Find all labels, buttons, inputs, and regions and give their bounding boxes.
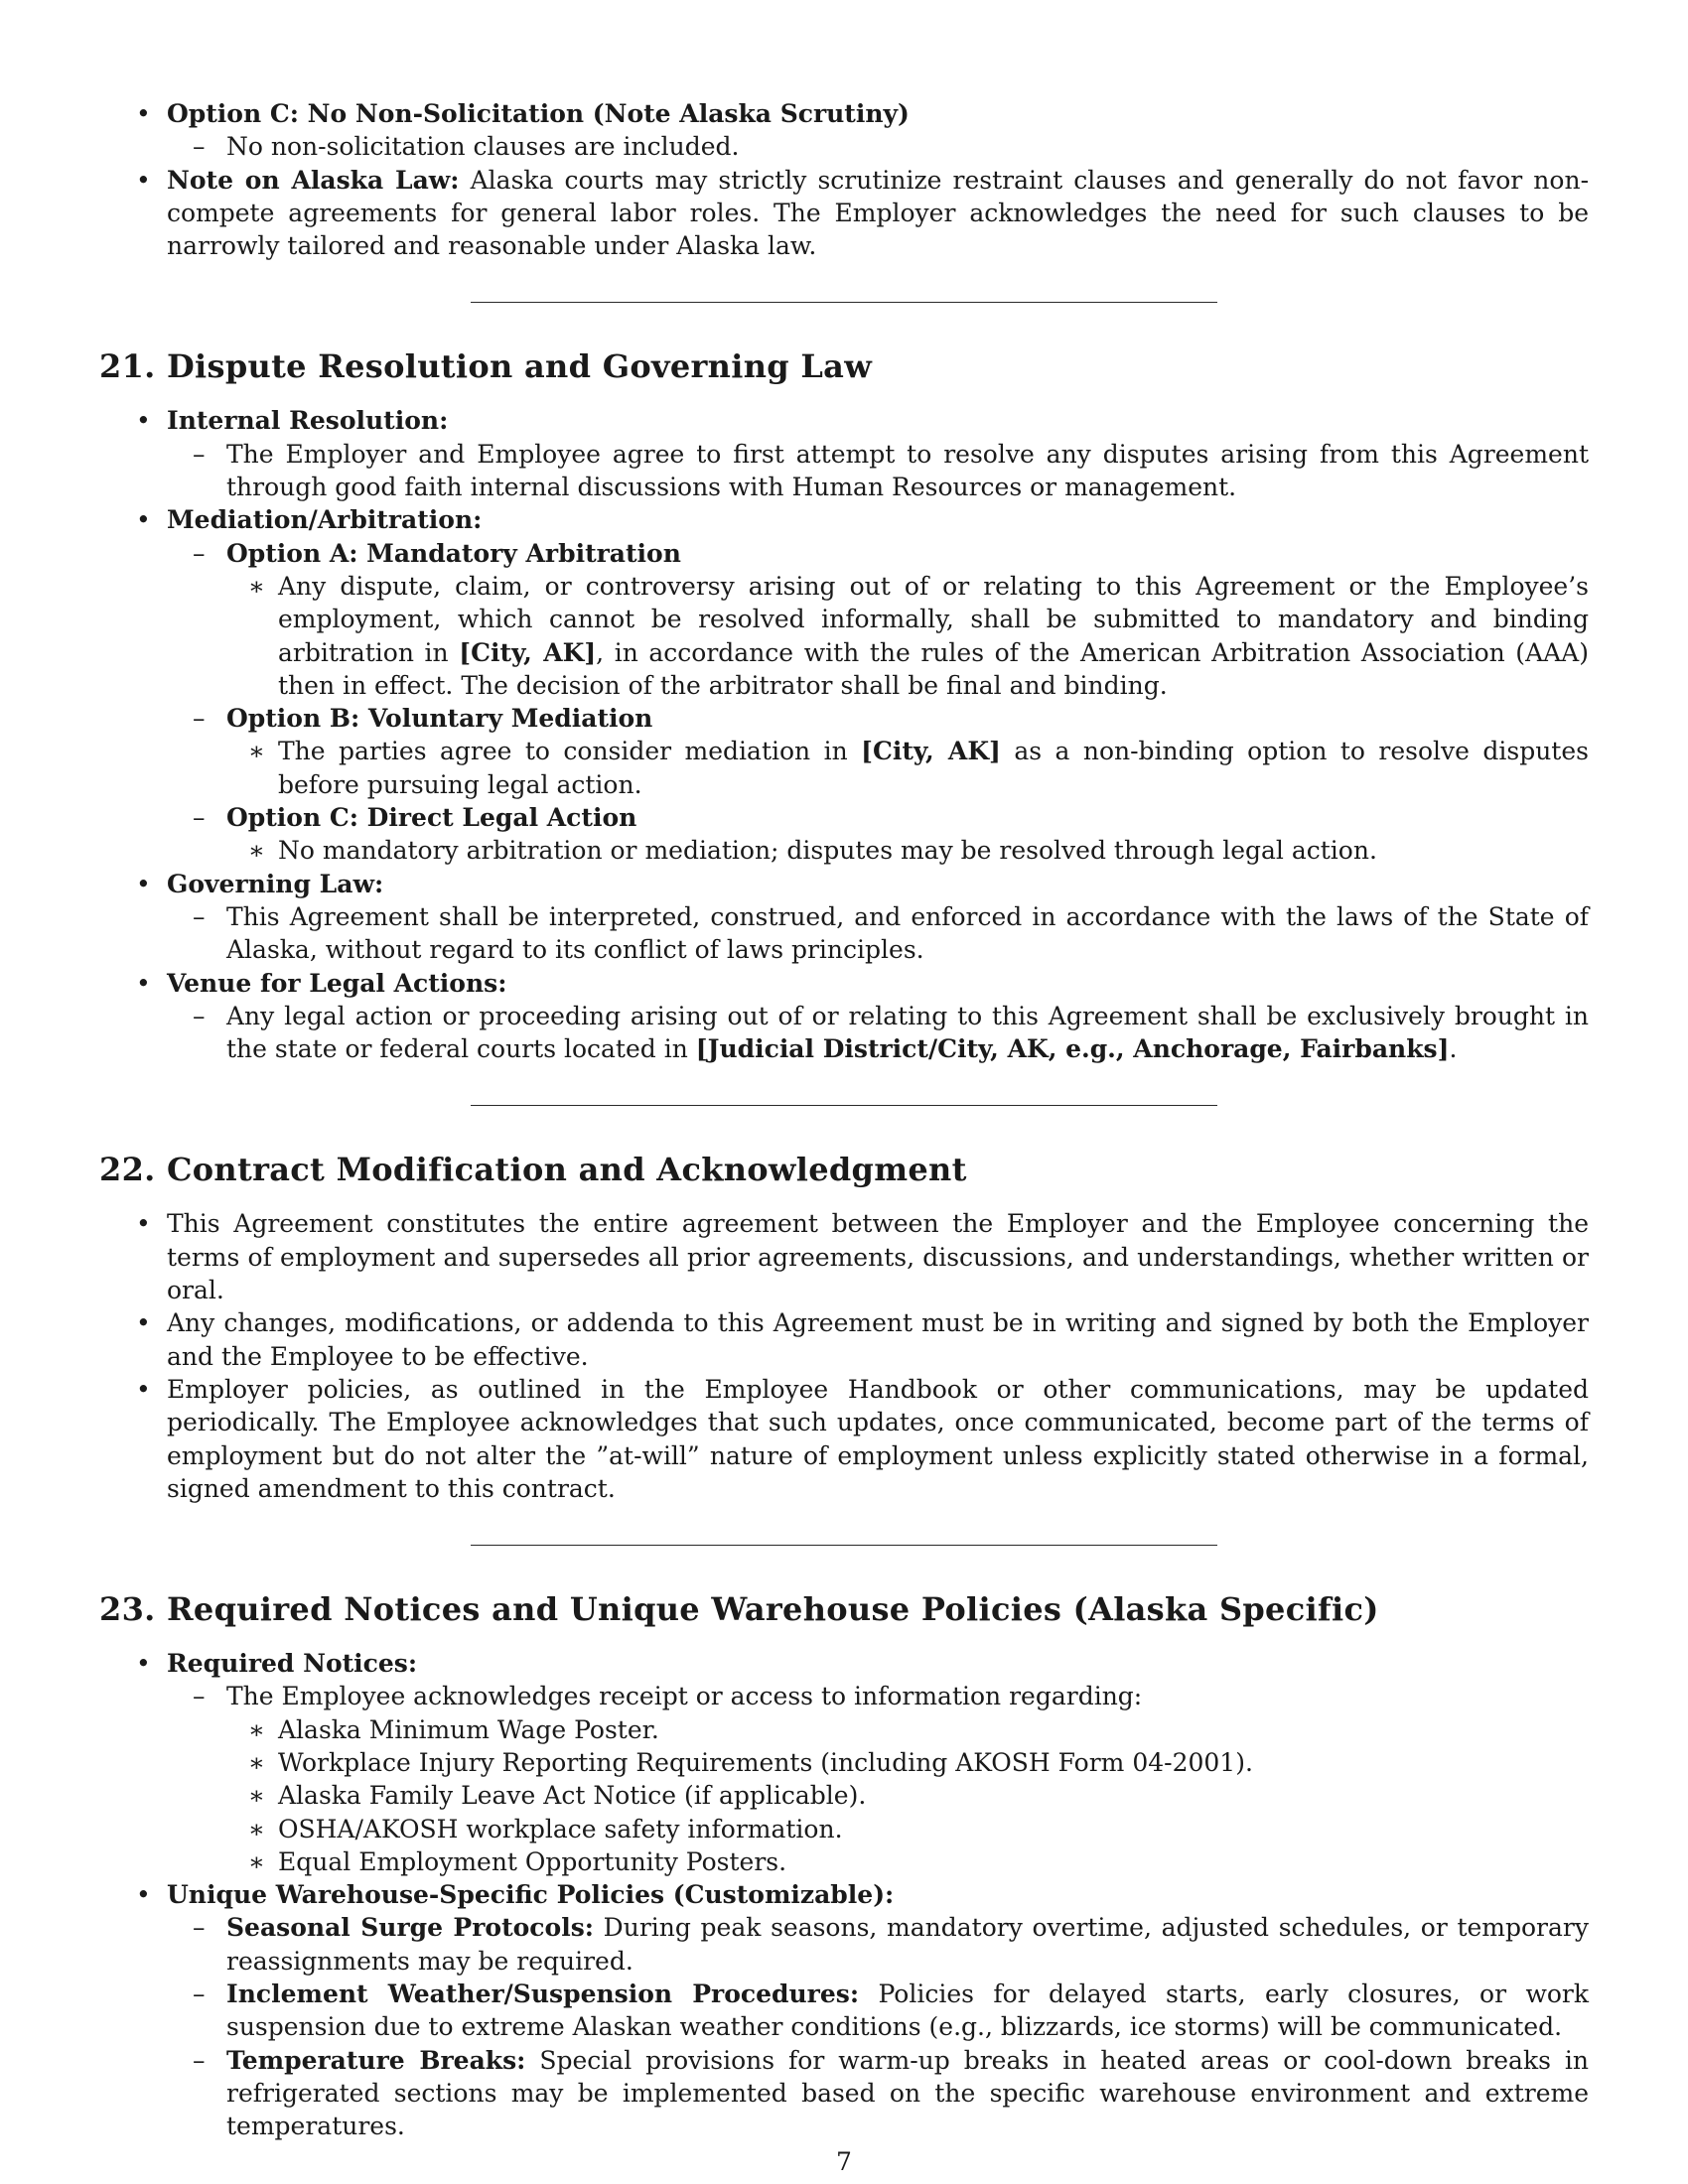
- option-a-city: [City, AK]: [459, 637, 597, 667]
- star-marker: ∗: [248, 1781, 265, 1811]
- dash-marker: –: [193, 439, 206, 469]
- top-list: [99, 97, 1589, 262]
- star-marker: ∗: [248, 1846, 265, 1876]
- section-divider: [471, 302, 1217, 303]
- alaska-note-label: Note on Alaska Law:: [167, 165, 460, 195]
- dash-marker: –: [193, 1001, 206, 1030]
- list-item: [99, 1813, 1589, 1845]
- dash-marker: –: [193, 704, 206, 734]
- option-c-text: No mandatory arbitration or mediation; disputes may be resolved through legal action.: [278, 836, 1377, 866]
- option-b-text-end: as a non-binding option to resolve disputes before pursuing legal action.: [278, 737, 1589, 799]
- notice-item: Alaska Family Leave Act Notice (if applicable).: [278, 1781, 867, 1811]
- section-divider: [471, 1545, 1217, 1546]
- list-item: [99, 503, 1589, 536]
- list-item: [99, 900, 1589, 967]
- option-a-text: Any dispute, claim, or controversy arising out of or relating to this Agreement or the Employee’s employment, which cannot be resolved informally, shall be submitted to mandatory and binding arbitration in: [278, 571, 1589, 667]
- list-item: [99, 967, 1589, 1000]
- list-item: [99, 1746, 1589, 1779]
- required-notices-label: Required Notices:: [167, 1649, 418, 1679]
- bullet-marker: •: [136, 869, 151, 898]
- policy-label: Seasonal Surge Protocols:: [226, 1913, 594, 1943]
- dash-marker: –: [193, 1913, 206, 1943]
- list-item: [99, 868, 1589, 900]
- venue-text: Any legal action or proceeding arising out of or relating to this Agreement shall be exclusively brought in the state or federal courts located in: [226, 1001, 1589, 1064]
- notice-item: Workplace Injury Reporting Requirements (including AKOSH Form 04-2001).: [278, 1747, 1253, 1777]
- list-item: [99, 1207, 1589, 1306]
- governing-law-text: This Agreement shall be interpreted, construed, and enforced in accordance with the laws of the State of Alaska, without regard to its conflict of laws principles.: [226, 901, 1589, 965]
- venue-text-end: .: [1449, 1034, 1458, 1064]
- option-b-label: Option B: Voluntary Mediation: [226, 704, 653, 734]
- dash-marker: –: [193, 538, 206, 568]
- section-21-list: [99, 404, 1589, 1065]
- bullet-marker: •: [136, 1649, 151, 1679]
- list-item: [99, 1978, 1589, 2044]
- list-item: [99, 1000, 1589, 1066]
- notices-intro: The Employee acknowledges receipt or access to information regarding:: [226, 1682, 1143, 1711]
- warehouse-policies-label: Unique Warehouse-Specific Policies (Customizable):: [167, 1880, 895, 1910]
- policy-label: Inclement Weather/Suspension Procedures:: [226, 1979, 860, 2009]
- section-23-list: [99, 1647, 1589, 2142]
- notice-item: Alaska Minimum Wage Poster.: [278, 1714, 659, 1744]
- notice-item: OSHA/AKOSH workplace safety information.: [278, 1814, 843, 1843]
- list-item: [99, 1647, 1589, 1680]
- policy-text: Special provisions for warm-up breaks in heated areas or cool-down breaks in refrigerated sections may be implemented based on the specific warehouse environment and extreme temperatures.: [226, 2045, 1589, 2141]
- option-a-text-end: , in accordance with the rules of the American Arbitration Association (AAA) then in effect. The decision of the arbitrator shall be final and binding.: [278, 637, 1589, 700]
- list-item: [99, 1911, 1589, 1978]
- list-item: [99, 702, 1589, 735]
- list-item: [99, 570, 1589, 702]
- bullet-marker: •: [136, 1374, 151, 1404]
- policy-label: Temperature Breaks:: [226, 2045, 526, 2075]
- bullet-marker: •: [136, 99, 151, 128]
- list-item: [99, 404, 1589, 437]
- list-item: [99, 1779, 1589, 1812]
- list-item: [99, 801, 1589, 834]
- bullet-marker: •: [136, 406, 151, 436]
- section-23-heading: 23. Required Notices and Unique Warehouse Policies (Alaska Specific): [99, 1590, 1379, 1629]
- venue-place: [Judicial District/City, AK, e.g., Anchorage, Fairbanks]: [695, 1034, 1450, 1064]
- list-item: [99, 130, 1589, 163]
- option-b-city: [City, AK]: [861, 737, 1001, 766]
- list-item: [99, 1680, 1589, 1712]
- option-c-label: Option C: Direct Legal Action: [226, 803, 637, 833]
- bullet-marker: •: [136, 968, 151, 998]
- bullet-marker: •: [136, 505, 151, 535]
- list-item: [99, 164, 1589, 263]
- list-item: [99, 1878, 1589, 1911]
- option-c-body: No non-solicitation clauses are included.: [226, 132, 740, 162]
- list-item: [99, 537, 1589, 570]
- star-marker: ∗: [248, 1747, 265, 1777]
- bullet-marker: •: [136, 165, 151, 195]
- policies-text: Employer policies, as outlined in the Employee Handbook or other communications, may be updated periodically. The Employee acknowledges that such updates, once communicated, become part of the terms of employment but do not alter the ”at-will” nature of employment unless explicitly stated otherwise in a formal, signed amendment to this contract.: [167, 1374, 1589, 1503]
- section-22-heading: 22. Contract Modification and Acknowledgment: [99, 1151, 967, 1189]
- option-a-label: Option A: Mandatory Arbitration: [226, 538, 681, 568]
- dash-marker: –: [193, 1979, 206, 2009]
- list-item: [99, 834, 1589, 867]
- internal-resolution-label: Internal Resolution:: [167, 406, 449, 436]
- list-item: [99, 438, 1589, 504]
- alaska-note-text: Alaska courts may strictly scrutinize restraint clauses and generally do not favor non-compete agreements for general labor roles. The Employer acknowledges the need for such clauses to be narrowly tailored and reasonable under Alaska law.: [167, 165, 1590, 261]
- policy-text: Policies for delayed starts, early closures, or work suspension due to extreme Alaskan weather conditions (e.g., blizzards, ice storms) will be communicated.: [226, 1979, 1589, 2042]
- list-item: [99, 97, 1589, 130]
- agreement-text: This Agreement constitutes the entire agreement between the Employer and the Employee concerning the terms of employment and supersedes all prior agreements, discussions, and understandings, whether written or oral.: [167, 1209, 1589, 1305]
- star-marker: ∗: [248, 571, 265, 601]
- governing-law-label: Governing Law:: [167, 869, 384, 898]
- venue-label: Venue for Legal Actions:: [167, 968, 507, 998]
- star-marker: ∗: [248, 836, 265, 866]
- section-21-heading: 21. Dispute Resolution and Governing Law: [99, 347, 873, 386]
- star-marker: ∗: [248, 1814, 265, 1843]
- policy-text: During peak seasons, mandatory overtime, adjusted schedules, or temporary reassignments may be required.: [226, 1913, 1589, 1976]
- notice-item: Equal Employment Opportunity Posters.: [278, 1846, 787, 1876]
- dash-marker: –: [193, 803, 206, 833]
- changes-text: Any changes, modifications, or addenda to this Agreement must be in writing and signed by both the Employer and the Employee to be effective.: [167, 1308, 1589, 1371]
- list-item: [99, 1306, 1589, 1373]
- list-item: [99, 1713, 1589, 1746]
- list-item: [99, 1373, 1589, 1505]
- option-b-text: The parties agree to consider mediation in: [278, 737, 862, 766]
- bullet-marker: •: [136, 1308, 151, 1338]
- page-number: 7: [836, 2147, 852, 2176]
- dash-marker: –: [193, 901, 206, 931]
- section-22-list: [99, 1207, 1589, 1505]
- internal-resolution-text: The Employer and Employee agree to first attempt to resolve any disputes arising from this Agreement through good faith internal discussions with Human Resources or management.: [226, 439, 1589, 502]
- dash-marker: –: [193, 1682, 206, 1711]
- star-marker: ∗: [248, 1714, 265, 1744]
- star-marker: ∗: [248, 737, 265, 766]
- list-item: [99, 1845, 1589, 1878]
- dash-marker: –: [193, 2045, 206, 2075]
- list-item: [99, 735, 1589, 801]
- dash-marker: –: [193, 132, 206, 162]
- option-c-title: Option C: No Non-Solicitation (Note Alaska Scrutiny): [167, 99, 910, 128]
- mediation-label: Mediation/Arbitration:: [167, 505, 483, 535]
- bullet-marker: •: [136, 1880, 151, 1910]
- bullet-marker: •: [136, 1209, 151, 1239]
- document-page: [99, 97, 1589, 2143]
- list-item: [99, 2044, 1589, 2143]
- section-divider: [471, 1105, 1217, 1106]
